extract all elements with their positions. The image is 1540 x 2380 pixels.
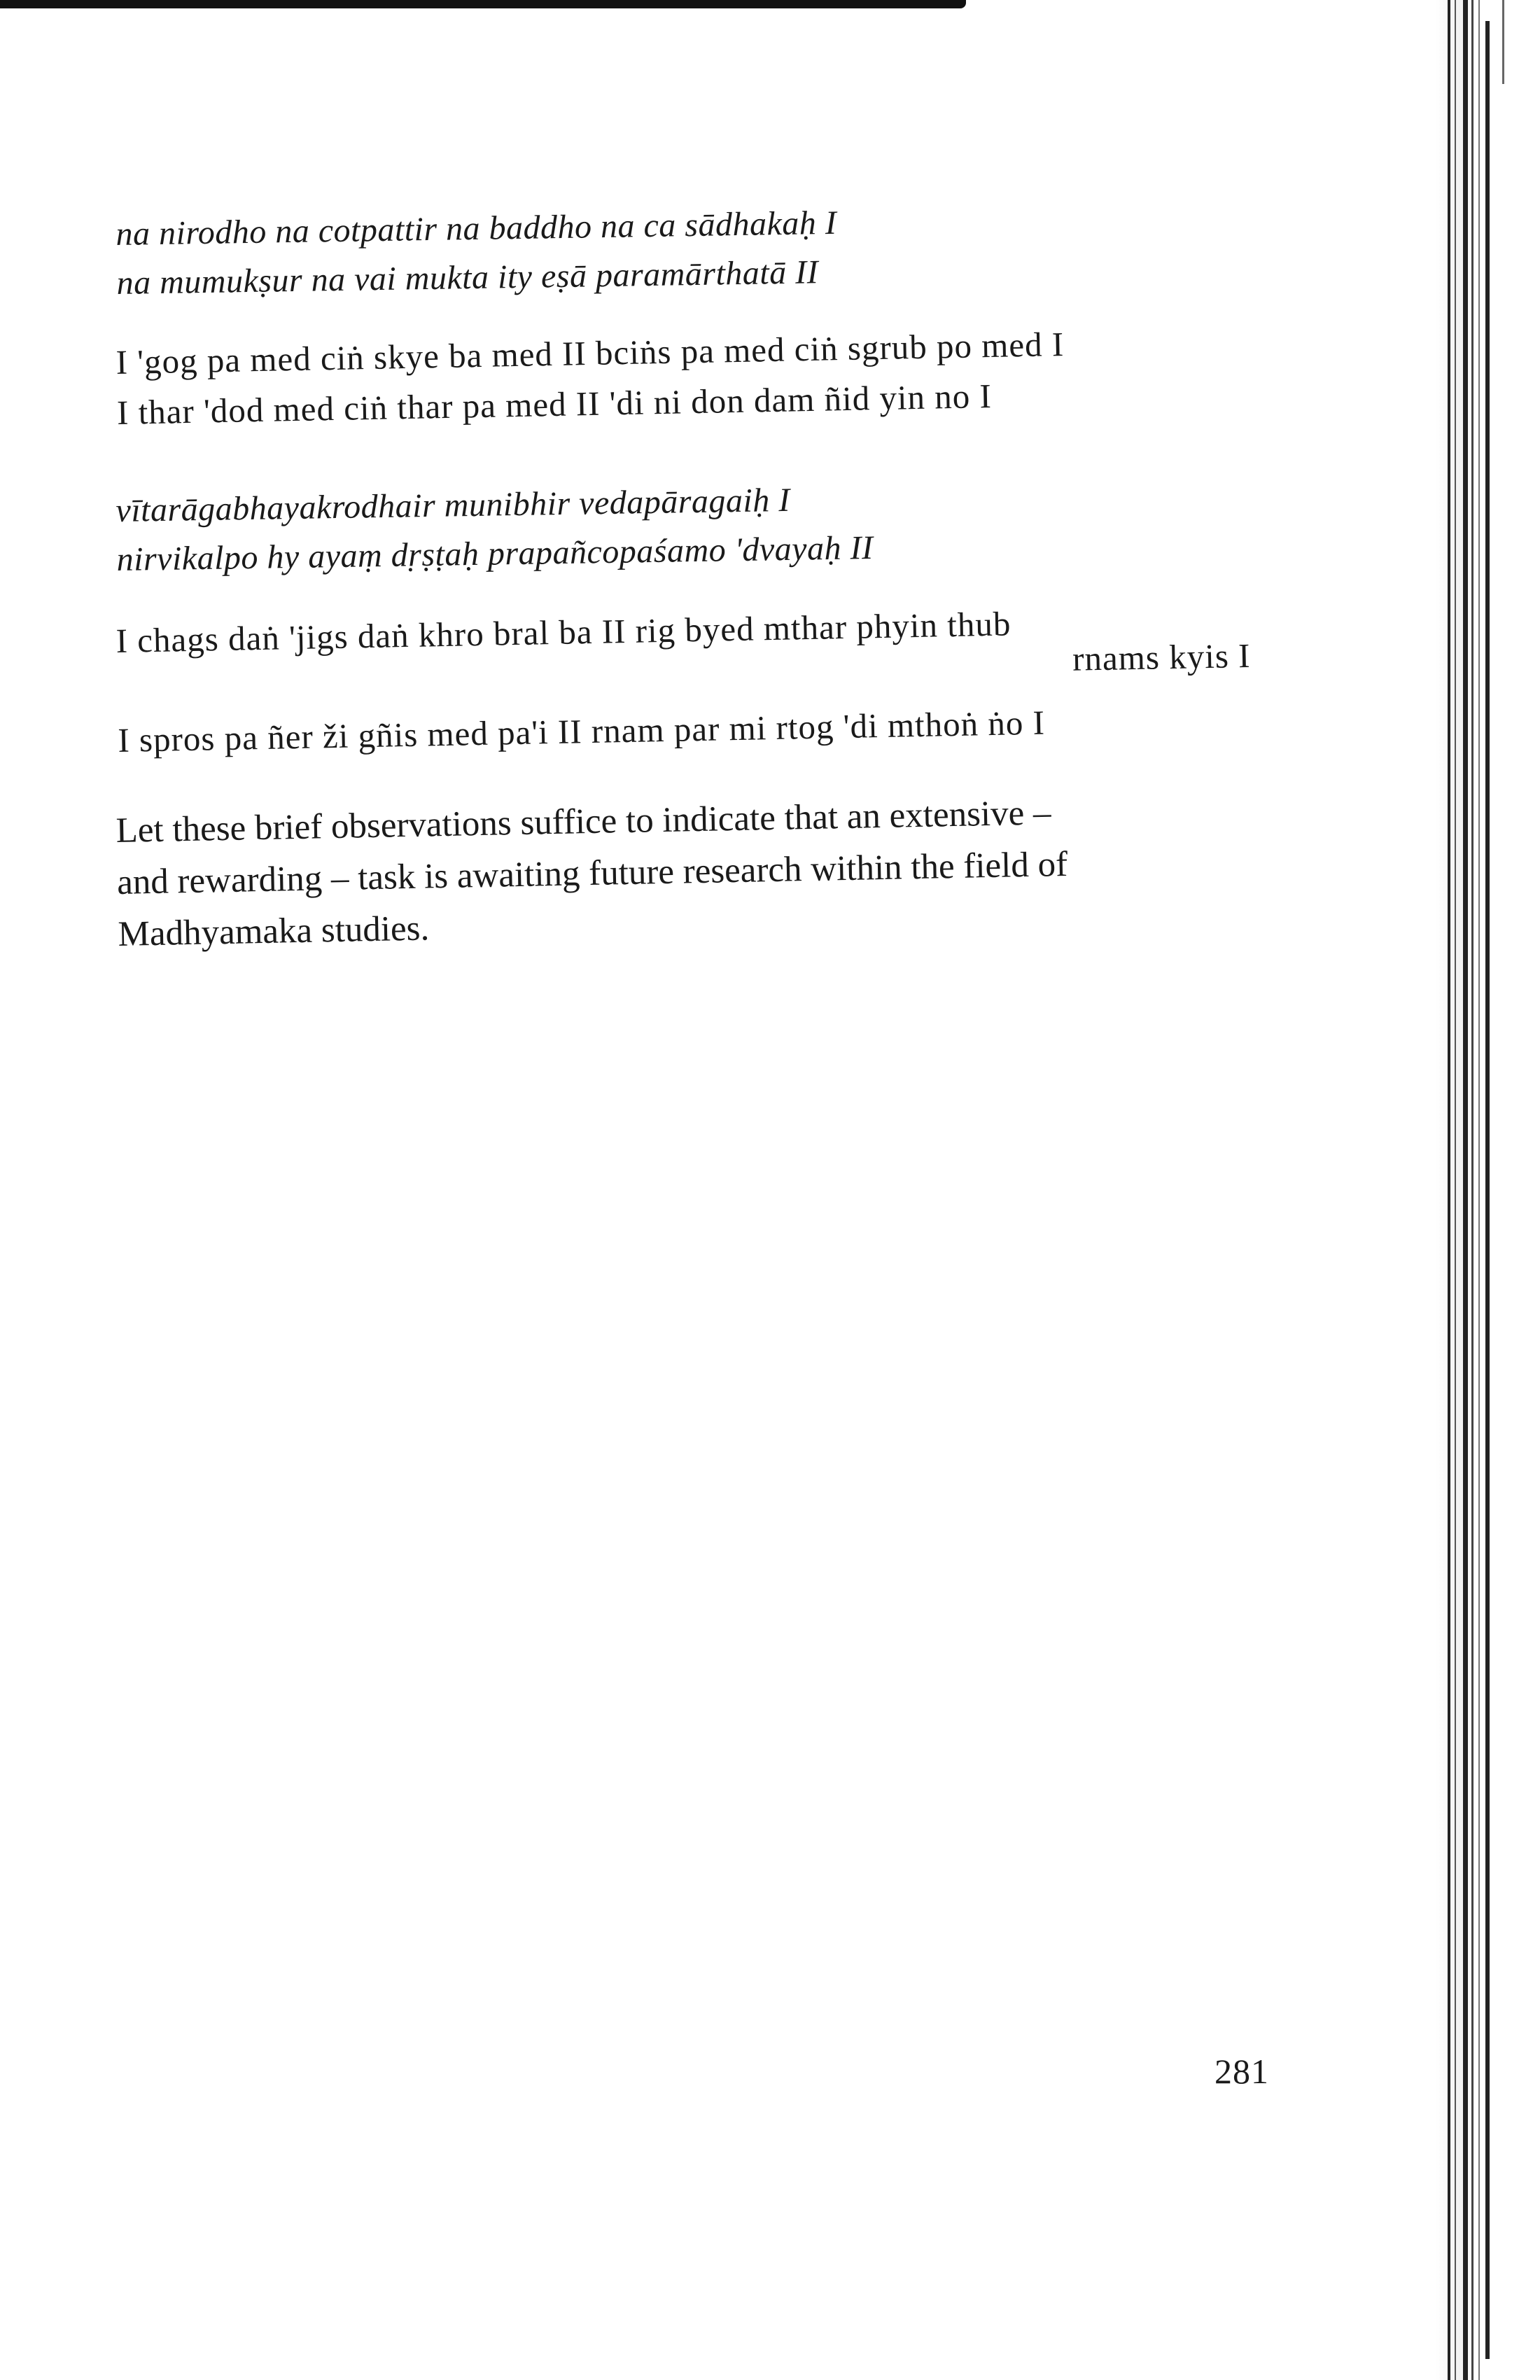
verse-line: vītarāgabhayakrodhair munibhir vedapāragaiḥ I [115, 481, 791, 529]
paragraph-line: Let these brief observations suffice to indicate that an extensive – [115, 793, 1051, 850]
verse-line: I chags daṅ 'jigs daṅ khro bral ba II rig byed mthar phyin thub [115, 604, 1011, 660]
verse-line: nirvikalpo hy ayaṃ dṛṣṭaḥ prapañcopaśamo 'dvayaḥ II [116, 529, 874, 578]
verse-line: I spros pa ñer ži gñis med pa'i II rnam par mi rtog 'di mthoṅ ṅo I [117, 703, 1046, 760]
tibetan-verse-2 [115, 594, 1280, 766]
verse-line: na nirodho na cotpattir na baddho na ca sādhakaḥ I [115, 204, 837, 253]
scan-top-edge [0, 0, 966, 8]
verse-line-continuation: rnams kyis I [1072, 636, 1251, 678]
page-number: 281 [1214, 2052, 1269, 2091]
sanskrit-verse-1 [115, 192, 1279, 308]
verse-line: I 'gog pa med ciṅ skye ba med II bciṅs pa med ciṅ sgrub po med I [115, 324, 1065, 382]
verse-line: na mumukṣur na vai mukta ity eṣā paramārthatā II [116, 253, 819, 302]
book-binding-edge [1435, 0, 1540, 2380]
verse-line: I thar 'dod med ciṅ thar pa med II 'di ni don dam ñid yin no I [116, 376, 993, 432]
closing-paragraph [115, 783, 1266, 960]
paragraph-line: and rewarding – task is awaiting future research within the field of [116, 844, 1068, 902]
tibetan-verse-1 [115, 315, 1279, 438]
paragraph-line: Madhyamaka studies. [118, 909, 430, 954]
sanskrit-verse-2 [115, 468, 1279, 584]
